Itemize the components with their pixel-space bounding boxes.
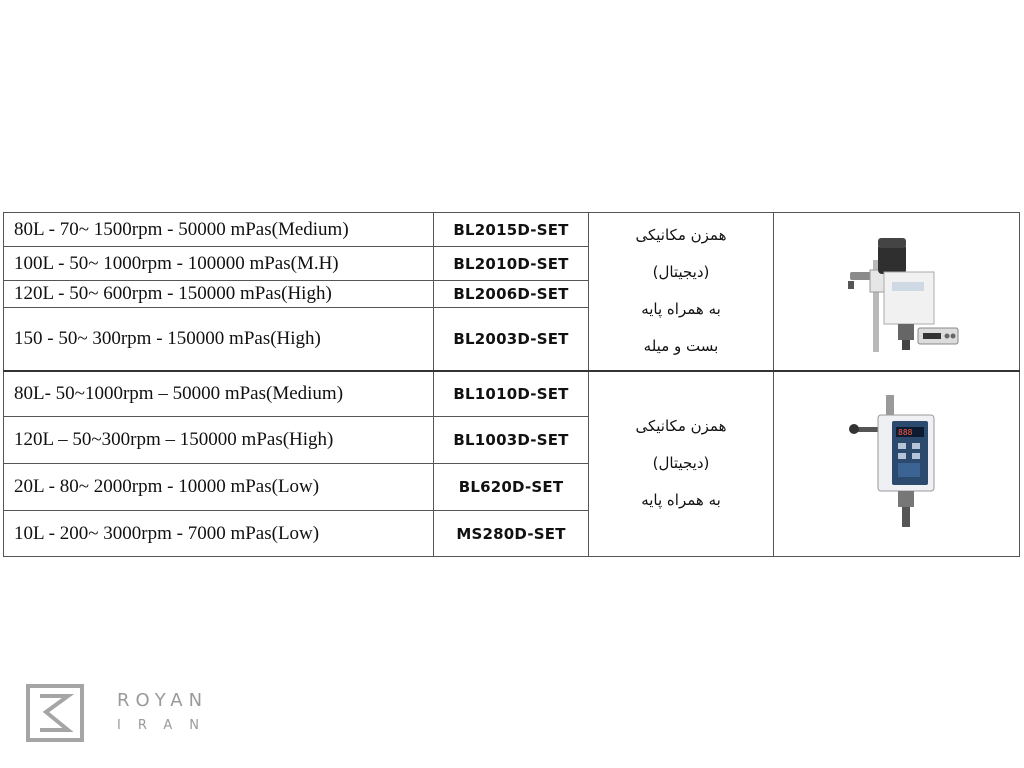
model-cell: BL2006D-SET (434, 281, 589, 308)
overhead-stirrer-with-controller-icon (832, 224, 962, 354)
product-spec-table (3, 212, 1020, 557)
description-line: بست و میله (643, 337, 719, 356)
spec-cell: 20L - 80~ 2000rpm - 10000 mPas(Low) (4, 464, 434, 511)
spec-cell: 100L - 50~ 1000rpm - 100000 mPas(M.H) (4, 247, 434, 281)
table-row (4, 213, 1020, 247)
table-row (4, 371, 1020, 417)
royan-iran-logo (24, 680, 224, 746)
model-cell: BL1003D-SET (434, 417, 589, 464)
spec-cell: 120L - 50~ 600rpm - 150000 mPas(High) (4, 281, 434, 308)
spec-cell: 150 - 50~ 300rpm - 150000 mPas(High) (4, 308, 434, 371)
description-cell (589, 213, 774, 371)
product-image-cell (774, 371, 1020, 557)
description-line: همزن مکانیکی (635, 417, 727, 436)
description-line: به همراه پایه (641, 491, 721, 510)
description-cell (589, 371, 774, 557)
model-cell: BL2015D-SET (434, 213, 589, 247)
spec-cell: 80L- 50~1000rpm – 50000 mPas(Medium) (4, 371, 434, 417)
model-cell: BL2003D-SET (434, 308, 589, 371)
description-line: (دیجیتال) (652, 454, 710, 473)
model-cell: BL1010D-SET (434, 371, 589, 417)
logo-text-iran: IRAN (117, 718, 216, 733)
svg-text:888: 888 (897, 428, 912, 438)
model-cell: BL620D-SET (434, 464, 589, 511)
description-line: همزن مکانیکی (635, 226, 727, 245)
model-cell: BL2010D-SET (434, 247, 589, 281)
spec-cell: 10L - 200~ 3000rpm - 7000 mPas(Low) (4, 511, 434, 557)
spec-cell: 80L - 70~ 1500rpm - 50000 mPas(Medium) (4, 213, 434, 247)
digital-overhead-stirrer-icon (842, 391, 952, 531)
logo-text-royan: ROYAN (117, 690, 209, 711)
model-cell: MS280D-SET (434, 511, 589, 557)
royan-logo-mark-icon (24, 682, 86, 744)
description-line: (دیجیتال) (652, 263, 710, 282)
product-image-cell (774, 213, 1020, 371)
description-line: به همراه پایه (641, 300, 721, 319)
spec-cell: 120L – 50~300rpm – 150000 mPas(High) (4, 417, 434, 464)
